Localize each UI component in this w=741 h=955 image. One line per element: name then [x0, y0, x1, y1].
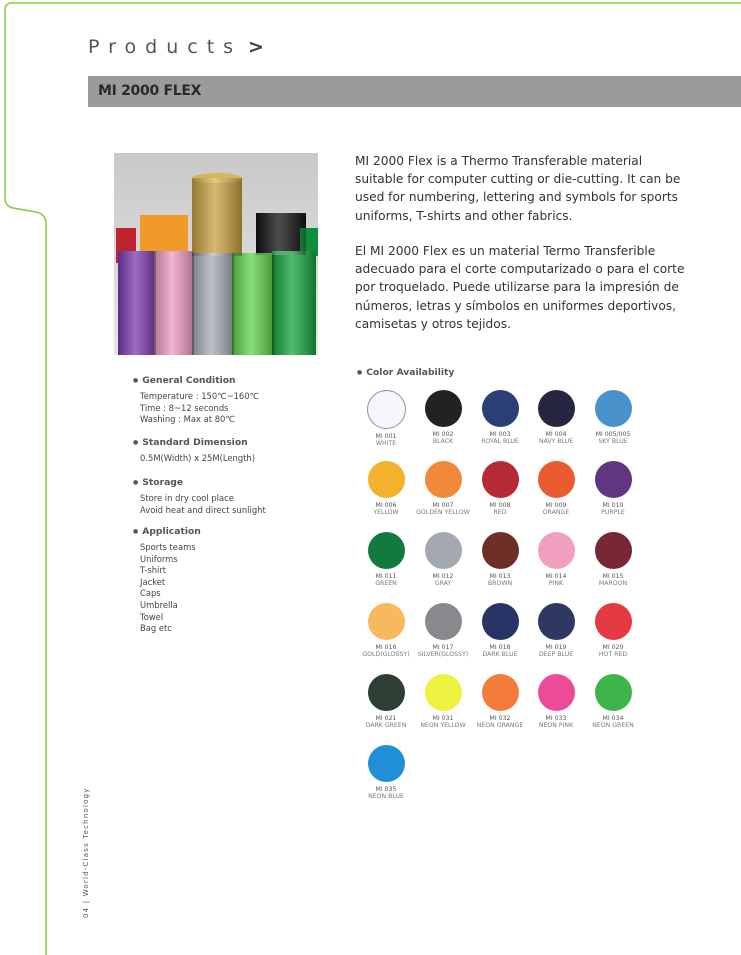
- color-dot: [538, 603, 575, 640]
- color-dot: [538, 674, 575, 711]
- color-code: MI 003: [489, 431, 511, 438]
- color-code: MI 015: [602, 573, 624, 580]
- color-name: DARK BLUE: [482, 651, 518, 658]
- color-dot: [368, 461, 405, 498]
- color-name: ROYAL BLUE: [481, 438, 519, 445]
- spec-general-condition: [133, 375, 303, 426]
- color-dot: [595, 674, 632, 711]
- color-code: MI 012: [432, 573, 454, 580]
- color-dot: [595, 603, 632, 640]
- color-code: MI 013: [489, 573, 511, 580]
- color-dot: [425, 674, 462, 711]
- color-code: MI 008: [489, 502, 511, 509]
- color-swatch: [573, 390, 653, 446]
- color-dot: [482, 532, 519, 569]
- color-code: MI 032: [489, 715, 511, 722]
- color-code: MI 016: [375, 644, 397, 651]
- color-name: DEEP BLUE: [538, 651, 574, 658]
- spec-standard-dimension: [133, 437, 303, 465]
- color-code: MI 019: [545, 644, 567, 651]
- spec-application: [133, 526, 303, 635]
- color-code: MI 005/005: [595, 431, 631, 438]
- color-name: SKY BLUE: [598, 438, 628, 445]
- color-name: NEON BLUE: [368, 793, 404, 800]
- spec-title: ● Standard Dimension: [133, 437, 303, 448]
- color-code: MI 018: [489, 644, 511, 651]
- color-name: SILVER(GLOSSY): [417, 651, 469, 658]
- heading-arrow-icon: >: [248, 36, 264, 58]
- side-caption-text: 04 | World-Class Technology: [82, 787, 90, 918]
- color-dot: [595, 461, 632, 498]
- color-code: MI 004: [545, 431, 567, 438]
- color-dot: [367, 390, 406, 429]
- description-english: MI 2000 Flex is a Thermo Transferable material suitable for computer cutting or die-cutting. It can be used for numbering, lettering and symbols for sports uniforms, T-shirts and other fabrics.: [355, 154, 681, 223]
- spec-title: ● General Condition: [133, 375, 303, 386]
- color-code: MI 001: [375, 433, 397, 440]
- spec-line: Jacket: [140, 576, 166, 587]
- color-dot: [425, 390, 462, 427]
- color-code: MI 007: [432, 502, 454, 509]
- product-title-bar: [88, 76, 741, 107]
- color-dot: [538, 461, 575, 498]
- spec-storage: [133, 477, 303, 516]
- color-swatch: [573, 603, 653, 659]
- spec-line: Towel: [140, 611, 164, 622]
- side-caption: [78, 760, 92, 920]
- color-dot: [482, 390, 519, 427]
- color-code: MI 010: [602, 502, 624, 509]
- color-name: GREEN: [375, 580, 397, 587]
- color-name: GOLDEN YELLOW: [416, 509, 470, 516]
- color-dot: [368, 745, 405, 782]
- description-spanish: El MI 2000 Flex es un material Termo Transferible adecuado para el corte computarizado o para el corte por troquelado. Puede utilizarse para la impresión de números, letras y símbolos en uniformes deportivos, camisetas y otros tejidos.: [355, 244, 685, 331]
- spec-line: Uniforms: [140, 553, 178, 564]
- color-dot: [538, 390, 575, 427]
- spec-line: Umbrella: [140, 599, 178, 610]
- spec-line: 0.5M(Width) x 25M(Length): [140, 453, 255, 463]
- color-dot: [425, 461, 462, 498]
- color-dot: [425, 603, 462, 640]
- color-code: MI 006: [375, 502, 397, 509]
- color-code: MI 034: [602, 715, 624, 722]
- color-name: BLACK: [432, 438, 454, 445]
- spec-title: ● Storage: [133, 477, 303, 488]
- color-code: MI 020: [602, 644, 624, 651]
- color-name: HOT RED: [598, 651, 628, 658]
- color-dot: [368, 603, 405, 640]
- color-name: RED: [493, 509, 507, 516]
- color-dot: [482, 674, 519, 711]
- color-code: MI 031: [432, 715, 454, 722]
- spec-line: Washing : Max at 80℃: [140, 414, 235, 425]
- color-name: PURPLE: [601, 509, 625, 516]
- color-name: WHITE: [375, 440, 397, 447]
- spec-line: Store in dry cool place: [140, 493, 234, 503]
- color-name: NEON GREEN: [592, 722, 634, 729]
- color-swatch: [573, 461, 653, 517]
- color-code: MI 017: [432, 644, 454, 651]
- color-swatch: [573, 532, 653, 588]
- color-name: NAVY BLUE: [538, 438, 574, 445]
- color-code: MI 009: [545, 502, 567, 509]
- product-photo: [114, 153, 318, 355]
- color-name: BROWN: [487, 580, 513, 587]
- color-swatch: [346, 745, 426, 801]
- heading-text: Products: [88, 36, 243, 58]
- spec-line: T-shirt: [140, 565, 167, 576]
- color-name: DARK GREEN: [365, 722, 407, 729]
- vinyl-rolls-illustration: [114, 153, 318, 355]
- color-name: MAROON: [598, 580, 628, 587]
- color-code: MI 033: [545, 715, 567, 722]
- color-dot: [538, 532, 575, 569]
- color-availability-title: ● Color Availability: [357, 367, 454, 378]
- color-dot: [595, 532, 632, 569]
- color-code: MI 011: [375, 573, 397, 580]
- spec-line: Temperature : 150℃~160℃: [140, 391, 259, 401]
- color-code: MI 014: [545, 573, 567, 580]
- spec-line: Avoid heat and direct sunlight: [140, 504, 266, 515]
- spec-line: Sports teams: [140, 542, 196, 552]
- color-swatch: [573, 674, 653, 730]
- color-code: MI 002: [432, 431, 454, 438]
- product-title: MI 2000 FLEX: [98, 83, 202, 99]
- color-name: NEON PINK: [538, 722, 574, 729]
- color-dot: [425, 532, 462, 569]
- color-name: NEON YELLOW: [420, 722, 466, 729]
- color-dot: [482, 603, 519, 640]
- color-dot: [482, 461, 519, 498]
- color-name: GOLD(GLOSSY): [362, 651, 410, 658]
- spec-line: Bag etc: [140, 623, 172, 634]
- page-heading: [88, 36, 264, 58]
- spec-title: ● Application: [133, 526, 303, 537]
- spec-line: Time : 8~12 seconds: [140, 402, 229, 413]
- color-dot: [368, 532, 405, 569]
- color-dot: [368, 674, 405, 711]
- color-dot: [595, 390, 632, 427]
- color-name: GRAY: [434, 580, 452, 587]
- color-name: YELLOW: [373, 509, 399, 516]
- color-name: NEON ORANGE: [476, 722, 524, 729]
- color-code: MI 035: [375, 786, 397, 793]
- spec-line: Caps: [140, 588, 161, 599]
- color-code: MI 021: [375, 715, 397, 722]
- color-name: PINK: [548, 580, 564, 587]
- color-name: ORANGE: [542, 509, 570, 516]
